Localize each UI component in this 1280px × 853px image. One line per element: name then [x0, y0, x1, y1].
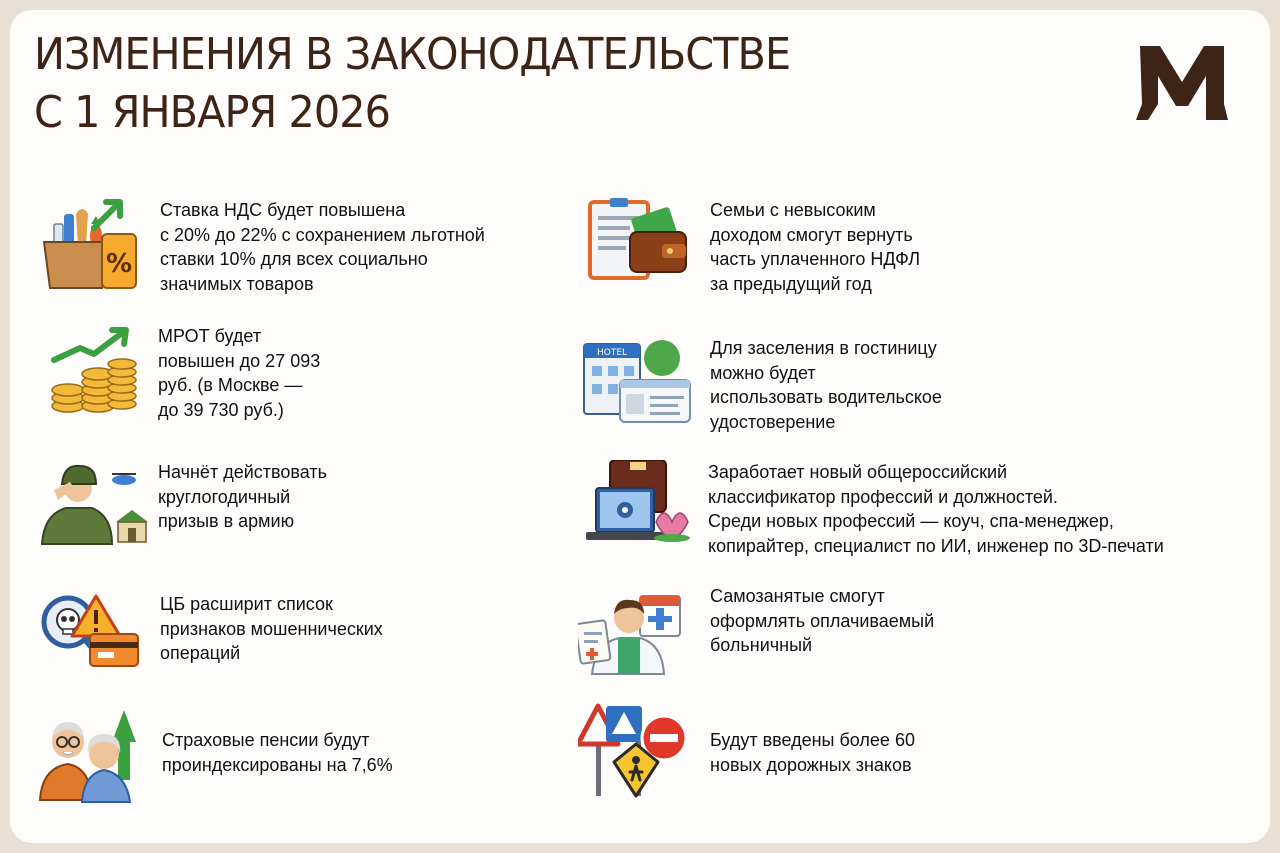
svg-text:HOTEL: HOTEL	[596, 348, 628, 358]
news-item-text: Для заселения в гостиницу можно будет использовать водительское удостоверение	[710, 338, 942, 432]
wallet-document-icon	[584, 198, 696, 308]
news-item-text: Страховые пенсии будут проиндексированы на 7,6%	[162, 730, 393, 775]
news-item-text: Будут введены более 60 новых дорожных знаков	[710, 730, 915, 775]
soldier-salute-icon	[40, 460, 152, 570]
title-line-2: С 1 ЯНВАРЯ 2026	[34, 87, 390, 138]
news-item-text: ЦБ расширит список признаков мошеннических операций	[160, 594, 383, 663]
news-item-text: Семьи с невысоким доходом смогут вернуть часть уплаченного НДФЛ за предыдущий год	[710, 200, 921, 294]
pensioners-arrow-icon	[38, 708, 150, 818]
road-signs-icon	[578, 700, 690, 810]
news-item-army	[40, 460, 400, 570]
news-item-sick-leave	[578, 584, 998, 694]
news-item-vat	[36, 198, 536, 308]
news-item-text: Ставка НДС будет повышена с 20% до 22% с сохранением льготной ставки 10% для всех социально значимых товаров	[160, 200, 485, 294]
page-title	[34, 26, 790, 142]
news-item-text: МРОТ будет повышен до 27 093 руб. (в Москве — до 39 730 руб.)	[158, 326, 321, 420]
grocery-bag-percent-icon	[36, 198, 148, 308]
news-item-hotel-id	[580, 336, 1000, 446]
brand-logo	[1136, 42, 1228, 122]
skull-magnifier-warning-icon	[38, 592, 150, 702]
news-item-pensions	[38, 708, 458, 818]
hotel-id-card-icon	[580, 336, 692, 446]
doctor-calendar-icon	[578, 584, 690, 694]
news-item-text: Заработает новый общероссийский классификатор профессий и должностей. Среди новых профессий — коуч, спа-менеджер, копирайтер, специалист по ИИ, инженер по 3D-печати	[708, 462, 1164, 556]
news-item-text: Начнёт действовать круглогодичный призыв в армию	[158, 462, 327, 531]
news-item-text: Самозанятые смогут оформлять оплачиваемый больничный	[710, 586, 935, 655]
svg-text:%: %	[105, 249, 133, 279]
news-item-fraud	[38, 592, 438, 702]
news-item-ndfl-refund	[584, 198, 1004, 308]
news-item-mrot	[42, 324, 402, 434]
laptop-briefcase-lotus-icon	[582, 460, 694, 570]
coins-arrow-icon	[42, 324, 154, 434]
news-item-road-signs	[578, 700, 998, 810]
title-line-1: ИЗМЕНЕНИЯ В ЗАКОНОДАТЕЛЬСТВЕ	[34, 29, 791, 80]
news-item-classifier	[582, 460, 1242, 570]
